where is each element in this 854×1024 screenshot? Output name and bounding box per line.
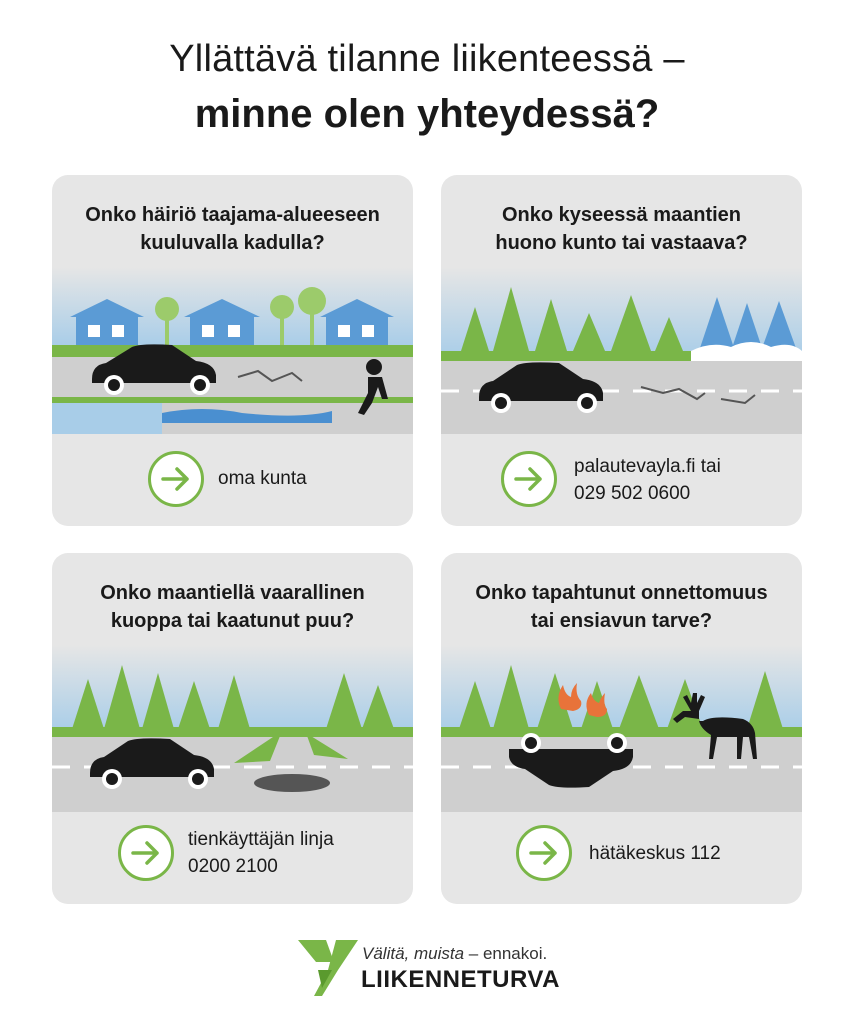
arrow-right-icon [118,825,174,881]
brand-name: LIIKENNETURVA [361,966,560,993]
page-title-line-1: Yllättävä tilanne liikenteessä – [169,38,685,80]
pothole-illustration [52,645,413,812]
card-pothole-fallen-tree [52,553,413,904]
arrow-right-icon [501,451,557,507]
slogan: Välitä, muista – ennakoi. [362,944,548,963]
card-answer: tienkäyttäjän linja 0200 2100 [188,829,334,877]
highway-condition-illustration [441,267,802,434]
arrow-right-icon [516,825,572,881]
card-answer: palautevayla.fi tai 029 502 0600 [574,456,721,504]
card-question: Onko häiriö taajama-alueeseen kuuluvalla kadulla? [85,204,380,254]
town-street-illustration [52,267,413,434]
accident-illustration [441,645,802,812]
card-accident [441,553,802,904]
card-question: Onko tapahtunut onnettomuus tai ensiavun tarve? [475,582,768,632]
card-question: Onko kyseessä maantien huono kunto tai vastaava? [495,204,748,254]
card-highway-condition [441,175,802,526]
page-title-line-2: minne olen yhteydessä? [194,92,660,136]
liikenneturva-logo-icon [296,934,358,996]
card-answer: hätäkeskus 112 [589,843,721,864]
arrow-right-icon [148,451,204,507]
house-icon [70,299,394,347]
pothole-icon [254,774,330,792]
card-town-street [52,175,413,526]
card-question: Onko maantiellä vaarallinen kuoppa tai kaatunut puu? [100,582,365,632]
card-answer: oma kunta [218,468,307,489]
